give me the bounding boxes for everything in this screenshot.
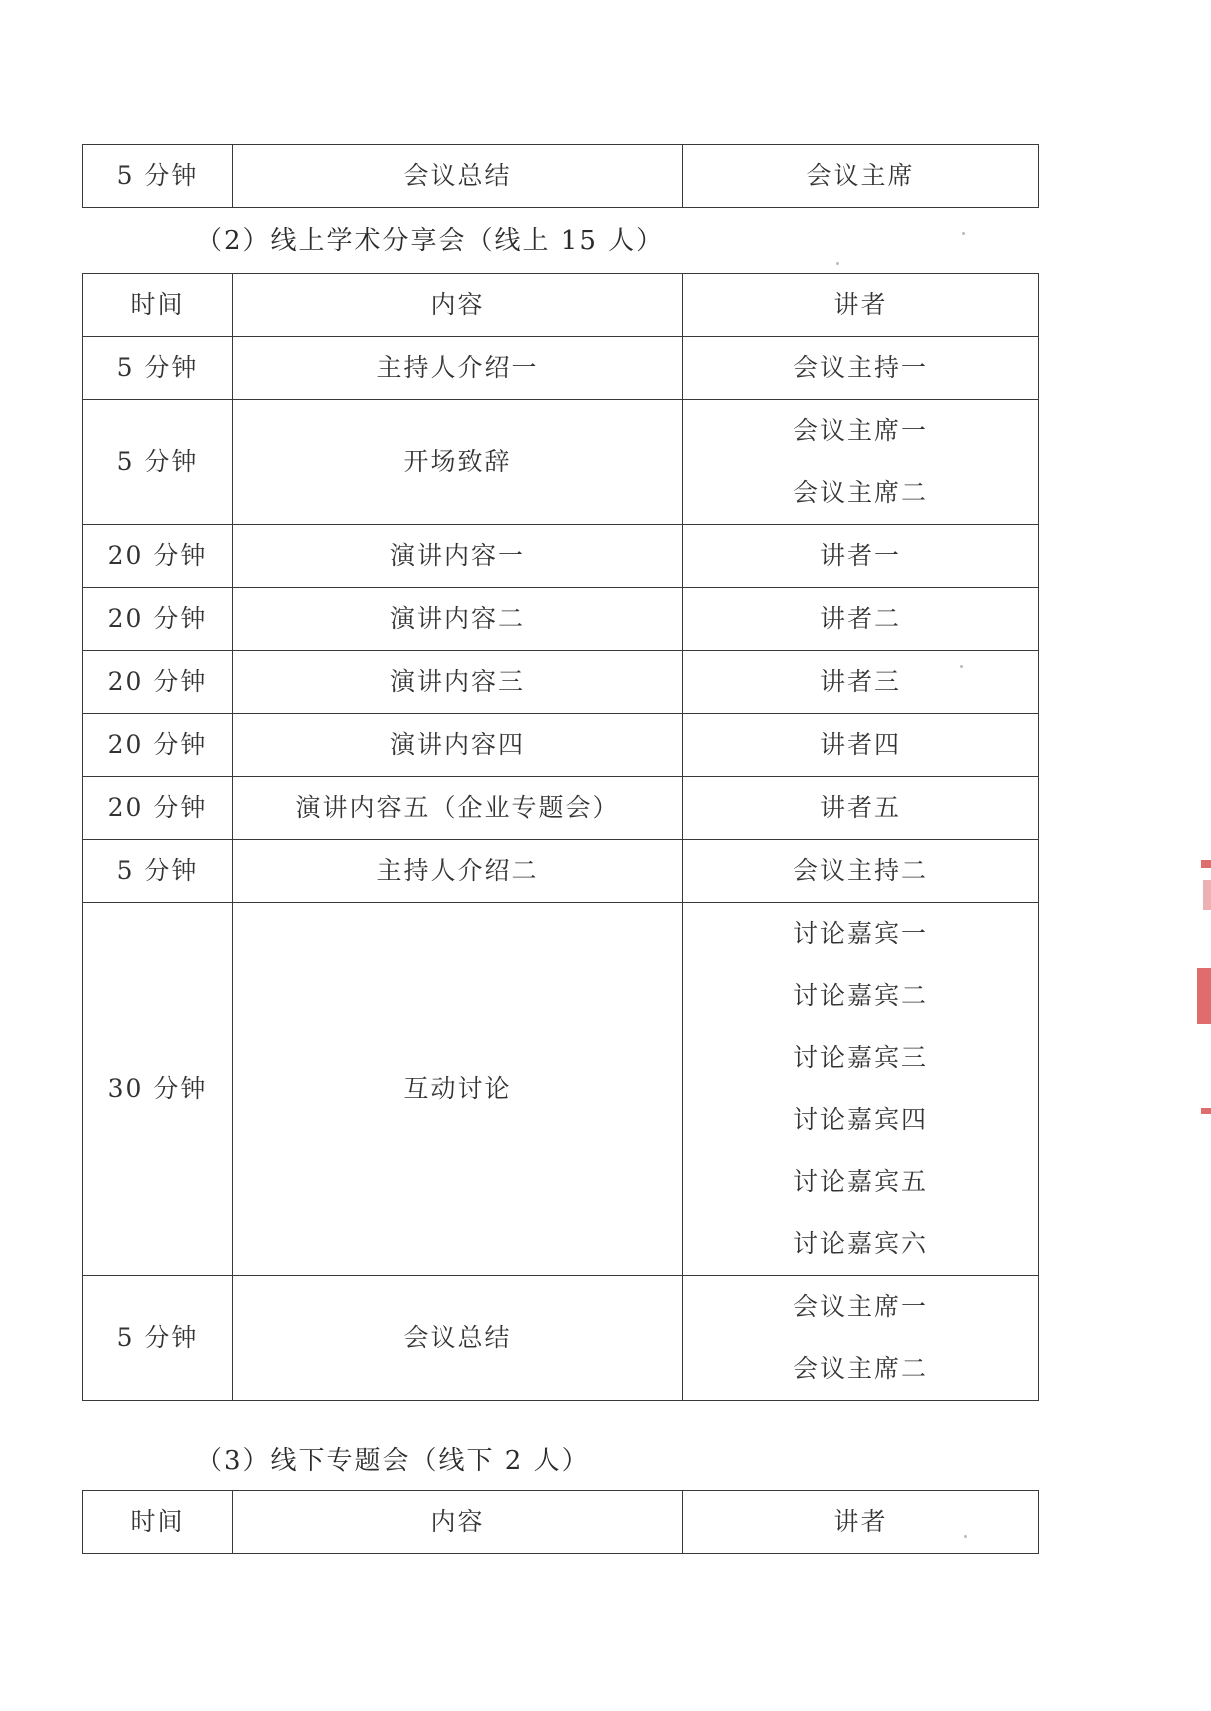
content-cell: 演讲内容三 (233, 651, 683, 714)
scan-speck (836, 262, 839, 265)
header-time: 时间 (83, 1491, 233, 1554)
header-content: 内容 (233, 1491, 683, 1554)
speaker-cell: 会议主席 (683, 145, 1039, 208)
scan-speck (960, 665, 963, 668)
speaker-cell (683, 1276, 1039, 1401)
speaker-cell: 讲者一 (683, 525, 1039, 588)
time-cell: 5 分钟 (83, 145, 233, 208)
speaker-name: 讨论嘉宾五 (792, 1167, 928, 1196)
speaker-name: 讨论嘉宾六 (792, 1229, 928, 1258)
content-cell: 演讲内容四 (233, 714, 683, 777)
speaker-cell (683, 400, 1039, 525)
schedule-table-continued (82, 144, 1039, 208)
time-cell: 5 分钟 (83, 1276, 233, 1401)
speaker-name: 会议主席二 (792, 478, 928, 507)
content-cell: 演讲内容一 (233, 525, 683, 588)
seal-mark (1203, 880, 1211, 910)
seal-mark (1197, 968, 1211, 1024)
time-cell: 5 分钟 (83, 337, 233, 400)
speaker-name: 会议主席二 (792, 1354, 928, 1383)
table-row (83, 145, 1039, 208)
table-row (83, 714, 1039, 777)
section-title-offline-session: （3）线下专题会（线下 2 人） (196, 1446, 590, 1476)
time-cell: 5 分钟 (83, 840, 233, 903)
time-cell: 20 分钟 (83, 714, 233, 777)
speaker-cell: 讲者三 (683, 651, 1039, 714)
speaker-name: 讨论嘉宾二 (792, 981, 928, 1010)
speaker-cell: 会议主持二 (683, 840, 1039, 903)
content-cell: 主持人介绍一 (233, 337, 683, 400)
content-cell: 会议总结 (233, 1276, 683, 1401)
time-cell: 30 分钟 (83, 903, 233, 1276)
schedule-table-online (82, 273, 1039, 1401)
content-cell: 会议总结 (233, 145, 683, 208)
header-speaker: 讲者 (683, 274, 1039, 337)
content-cell: 开场致辞 (233, 400, 683, 525)
table-row (83, 337, 1039, 400)
header-speaker: 讲者 (683, 1491, 1039, 1554)
speaker-name: 讨论嘉宾四 (792, 1105, 928, 1134)
speaker-cell: 讲者四 (683, 714, 1039, 777)
table-row (83, 903, 1039, 1276)
table-header-row (83, 1491, 1039, 1554)
table-row (83, 1276, 1039, 1401)
speaker-cell: 讲者二 (683, 588, 1039, 651)
section-title-online-sharing: （2）线上学术分享会（线上 15 人） (196, 226, 665, 256)
table-row (83, 588, 1039, 651)
header-content: 内容 (233, 274, 683, 337)
content-cell: 演讲内容五（企业专题会） (233, 777, 683, 840)
time-cell: 20 分钟 (83, 651, 233, 714)
time-cell: 20 分钟 (83, 525, 233, 588)
scan-speck (964, 1535, 967, 1538)
time-cell: 20 分钟 (83, 588, 233, 651)
scan-speck (962, 232, 965, 235)
table-row (83, 400, 1039, 525)
table-row (83, 651, 1039, 714)
table-row (83, 777, 1039, 840)
content-cell: 互动讨论 (233, 903, 683, 1276)
seal-mark (1201, 860, 1211, 868)
speaker-name: 讨论嘉宾一 (792, 919, 928, 948)
speaker-cell: 会议主持一 (683, 337, 1039, 400)
table-row (83, 840, 1039, 903)
time-cell: 20 分钟 (83, 777, 233, 840)
speaker-name: 会议主席一 (792, 416, 928, 445)
speaker-cell (683, 903, 1039, 1276)
table-header-row (83, 274, 1039, 337)
speaker-name: 讨论嘉宾三 (792, 1043, 928, 1072)
schedule-table-offline (82, 1490, 1039, 1554)
speaker-cell: 讲者五 (683, 777, 1039, 840)
header-time: 时间 (83, 274, 233, 337)
seal-mark (1201, 1108, 1211, 1114)
table-row (83, 525, 1039, 588)
speaker-name: 会议主席一 (792, 1292, 928, 1321)
content-cell: 主持人介绍二 (233, 840, 683, 903)
content-cell: 演讲内容二 (233, 588, 683, 651)
time-cell: 5 分钟 (83, 400, 233, 525)
